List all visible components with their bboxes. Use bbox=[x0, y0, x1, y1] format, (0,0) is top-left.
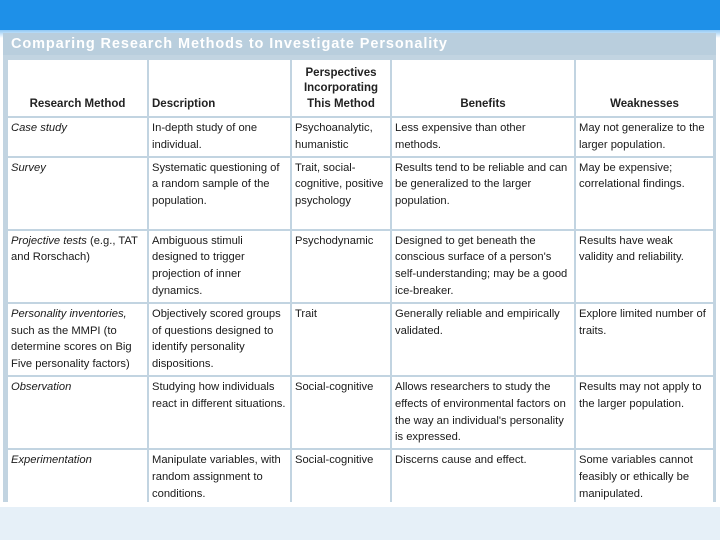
method-name: Projective tests bbox=[11, 234, 87, 247]
method-note: (e.g., TAT and Rorschach) bbox=[11, 234, 138, 264]
method-name: Survey bbox=[11, 161, 46, 174]
weaknesses-cell: Results have weak validity and reliability. bbox=[576, 231, 713, 302]
table-row bbox=[8, 450, 713, 504]
perspectives-cell: Trait, social-cognitive, positive psychology bbox=[292, 158, 390, 229]
weaknesses-cell: Explore limited number of traits. bbox=[576, 304, 713, 375]
weaknesses-cell: May not generalize to the larger population. bbox=[576, 118, 713, 156]
table-row bbox=[8, 304, 713, 375]
perspectives-cell: Psychoanalytic, humanistic bbox=[292, 118, 390, 156]
header-weaknesses: Weaknesses bbox=[576, 60, 713, 116]
method-cell bbox=[8, 118, 147, 156]
benefits-cell: Allows researchers to study the effects of environmental factors on the way an individual's personality is expressed. bbox=[392, 377, 574, 448]
method-name: Case study bbox=[11, 122, 67, 134]
weaknesses-cell: May be expensive; correlational findings. bbox=[576, 158, 713, 229]
method-name: Experimentation bbox=[11, 454, 92, 467]
description-cell: Objectively scored groups of questions designed to identify personality dispositions. bbox=[149, 304, 290, 375]
comparison-table-container bbox=[3, 55, 716, 502]
perspectives-cell: Social-cognitive bbox=[292, 450, 390, 504]
header-perspectives: Perspectives Incorporating This Method bbox=[292, 60, 390, 116]
header-benefits: Benefits bbox=[392, 60, 574, 116]
header-description: Description bbox=[149, 60, 290, 116]
method-name: Personality inventories, bbox=[11, 307, 127, 320]
benefits-cell: Less expensive than other methods. bbox=[392, 118, 574, 156]
weaknesses-cell: Results may not apply to the larger population. bbox=[576, 377, 713, 448]
description-cell: In-depth study of one individual. bbox=[149, 118, 290, 156]
benefits-cell: Designed to get beneath the conscious surface of a person's self-understanding; may be a good ice-breaker. bbox=[392, 231, 574, 302]
benefits-cell: Discerns cause and effect. bbox=[392, 450, 574, 504]
table-row bbox=[8, 377, 713, 448]
table-row bbox=[8, 118, 713, 156]
description-cell: Systematic questioning of a random sample of the population. bbox=[149, 158, 290, 229]
method-cell bbox=[8, 304, 147, 375]
perspectives-cell: Trait bbox=[292, 304, 390, 375]
benefits-cell: Generally reliable and empirically validated. bbox=[392, 304, 574, 375]
perspectives-cell: Psychodynamic bbox=[292, 231, 390, 302]
benefits-cell: Results tend to be reliable and can be generalized to the larger population. bbox=[392, 158, 574, 229]
method-cell bbox=[8, 158, 147, 229]
table-row bbox=[8, 231, 713, 302]
method-cell bbox=[8, 450, 147, 504]
table-title: Comparing Research Methods to Investigate Personality bbox=[3, 33, 716, 55]
description-cell: Ambiguous stimuli designed to trigger projection of inner dynamics. bbox=[149, 231, 290, 302]
method-note: such as the MMPI (to determine scores on Big Five personality factors) bbox=[11, 324, 132, 371]
table-row bbox=[8, 158, 713, 229]
comparison-table bbox=[6, 58, 715, 507]
description-cell: Studying how individuals react in different situations. bbox=[149, 377, 290, 448]
method-name: Observation bbox=[11, 380, 72, 393]
weaknesses-cell: Some variables cannot feasibly or ethically be manipulated. bbox=[576, 450, 713, 504]
method-cell bbox=[8, 377, 147, 448]
method-cell bbox=[8, 231, 147, 302]
header-row bbox=[8, 60, 713, 116]
perspectives-cell: Social-cognitive bbox=[292, 377, 390, 448]
header-research-method: Research Method bbox=[8, 60, 147, 116]
slide-bottom-band bbox=[0, 507, 720, 540]
description-cell: Manipulate variables, with random assignment to conditions. bbox=[149, 450, 290, 504]
slide-top-bar bbox=[0, 0, 720, 30]
